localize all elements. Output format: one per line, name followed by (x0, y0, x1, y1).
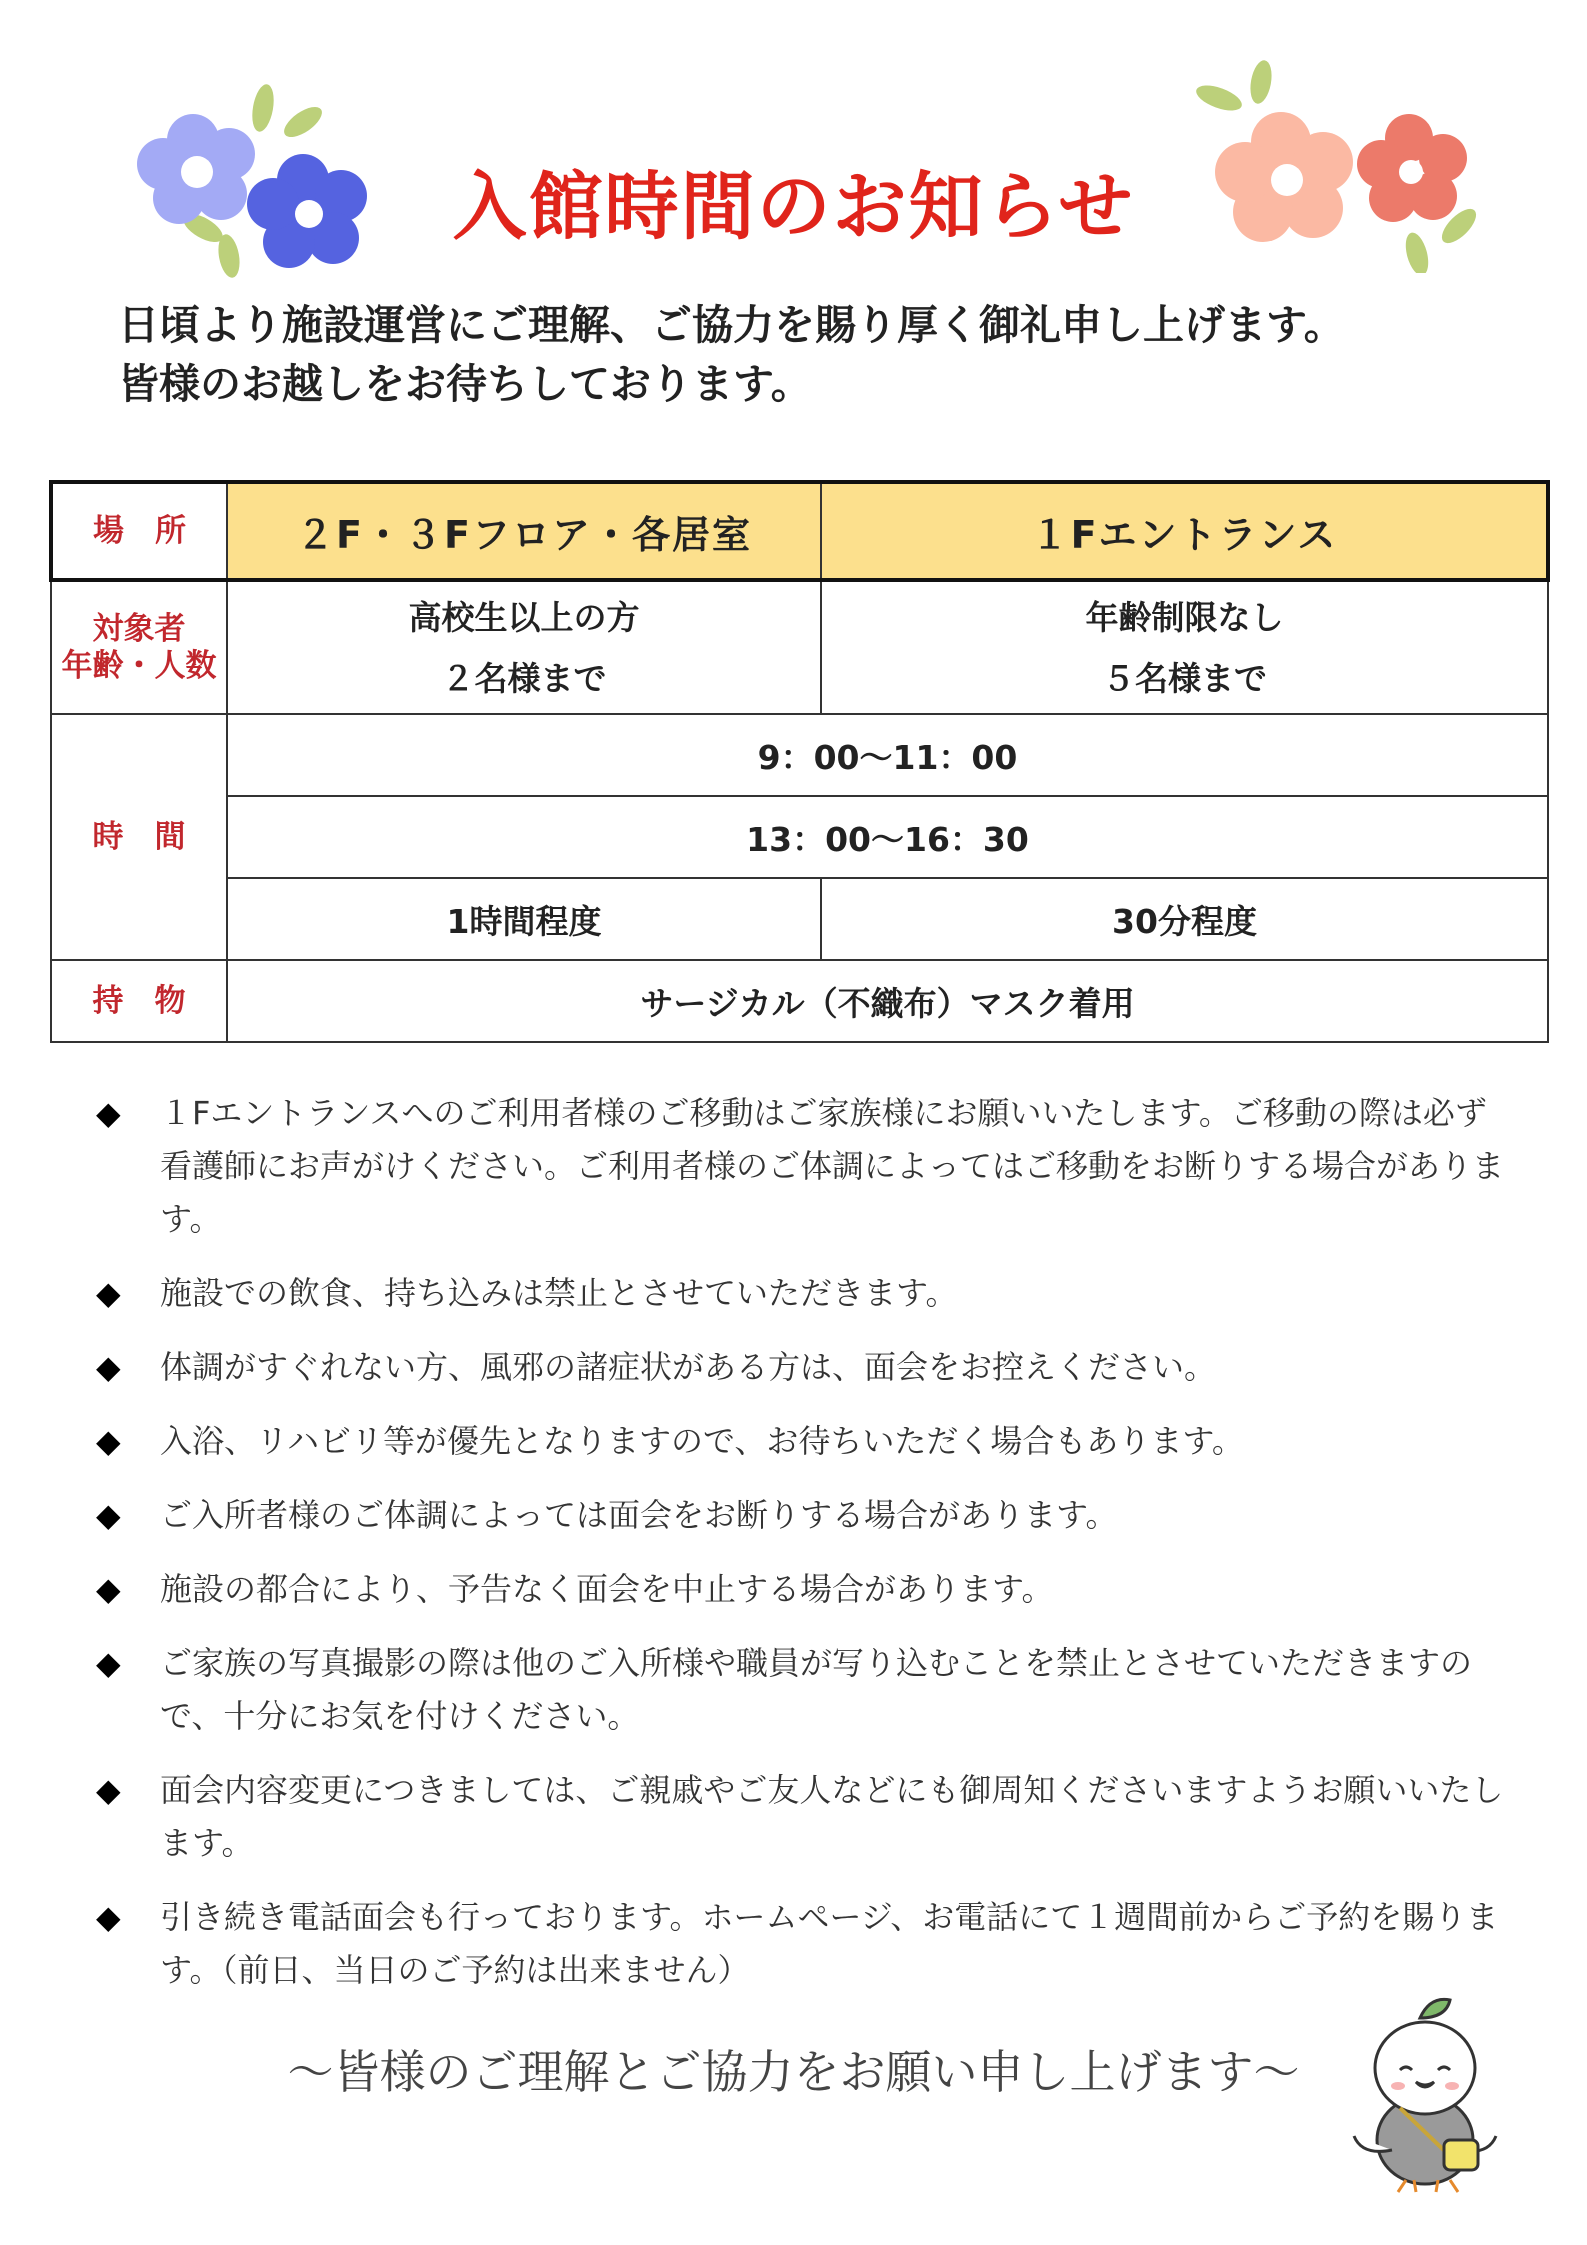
list-item (88, 1764, 1508, 1870)
diamond-bullet-icon: ◆ (96, 1570, 121, 1608)
intro-text (118, 296, 1478, 414)
diamond-bullet-icon: ◆ (96, 1644, 121, 1682)
note-text: 施設での飲食、持ち込みは禁止とさせていただきます。 (160, 1274, 958, 1312)
bird-mascot-icon (1340, 1990, 1510, 2195)
closing-message: ～皆様のご理解とご協力をお願い申し上げます～ (287, 2045, 1300, 2099)
target-entrance-age: 年齢制限なし (1085, 597, 1284, 637)
place-floors-2f-3f: ２F・３Fフロア・各居室 (227, 482, 821, 580)
note-text: 引き続き電話面会も行っております。ホームページ、お電話にて１週間前からご予約を賜ります。（前日、当日のご予約は出来ません） (160, 1898, 1499, 1989)
list-item (88, 1087, 1508, 1246)
visiting-hours-table (49, 480, 1550, 1043)
time-slot-morning: 9：00～11：00 (227, 714, 1548, 796)
list-item (88, 1563, 1508, 1616)
note-text: ご家族の写真撮影の際は他のご入所様や職員が写り込むことを禁止とさせていただきますので、十分にお気を付けください。 (160, 1644, 1473, 1735)
notes-list (88, 1087, 1508, 2018)
note-text: 入浴、リハビリ等が優先となりますので、お待ちいただく場合もあります。 (160, 1422, 1244, 1460)
list-item (88, 1891, 1508, 1997)
diamond-bullet-icon: ◆ (96, 1348, 121, 1386)
intro-line-2: 皆様のお越しをお待ちしております。 (118, 360, 812, 408)
diamond-bullet-icon: ◆ (96, 1898, 121, 1936)
list-item (88, 1489, 1508, 1542)
list-item (88, 1341, 1508, 1394)
target-floors-count: ２名様まで (441, 658, 607, 698)
items-value: サージカル（不織布）マスク着用 (227, 960, 1548, 1042)
duration-floors: 1時間程度 (227, 878, 821, 960)
note-text: １Fエントランスへのご利用者様のご移動はご家族様にお願いいたします。ご移動の際は必ず看護師にお声がけください。ご利用者様のご体調によってはご移動をお断りする場合があります。 (160, 1094, 1505, 1238)
table-row (51, 580, 1548, 714)
time-slot-afternoon: 13：00～16：30 (227, 796, 1548, 878)
table-row (51, 878, 1548, 960)
diamond-bullet-icon: ◆ (96, 1422, 121, 1460)
target-label (51, 580, 227, 714)
note-text: 体調がすぐれない方、風邪の諸症状がある方は、面会をお控えください。 (160, 1348, 1217, 1386)
page-title: 入館時間のお知らせ (452, 164, 1135, 250)
diamond-bullet-icon: ◆ (96, 1274, 121, 1312)
note-text: 面会内容変更につきましては、ご親戚やご友人などにも御周知くださいますようお願いいたします。 (160, 1771, 1504, 1862)
target-entrance-count: ５名様まで (1102, 658, 1267, 698)
table-row (51, 960, 1548, 1042)
time-label: 時 間 (51, 714, 227, 960)
diamond-bullet-icon: ◆ (96, 1496, 121, 1534)
target-floors-age: 高校生以上の方 (408, 597, 640, 637)
target-label-line-2: 年齢・人数 (61, 647, 217, 684)
place-entrance-1f: １Fエントランス (821, 482, 1548, 580)
place-label: 場 所 (51, 482, 227, 580)
target-floors-cell (227, 580, 821, 714)
table-row (51, 714, 1548, 796)
list-item (88, 1415, 1508, 1468)
list-item (88, 1637, 1508, 1743)
note-text: 施設の都合により、予告なく面会を中止する場合があります。 (160, 1570, 1054, 1608)
note-text: ご入所者様のご体調によっては面会をお断りする場合があります。 (160, 1496, 1118, 1534)
table-row (51, 796, 1548, 878)
intro-line-1: 日頃より施設運営にご理解、ご協力を賜り厚く御礼申し上げます。 (118, 301, 1345, 349)
duration-entrance: 30分程度 (821, 878, 1548, 960)
list-item (88, 1267, 1508, 1320)
target-entrance-cell (821, 580, 1548, 714)
items-label: 持 物 (51, 960, 227, 1042)
diamond-bullet-icon: ◆ (96, 1771, 121, 1809)
diamond-bullet-icon: ◆ (96, 1094, 121, 1132)
table-row (51, 482, 1548, 580)
target-label-line-1: 対象者 (92, 610, 186, 647)
